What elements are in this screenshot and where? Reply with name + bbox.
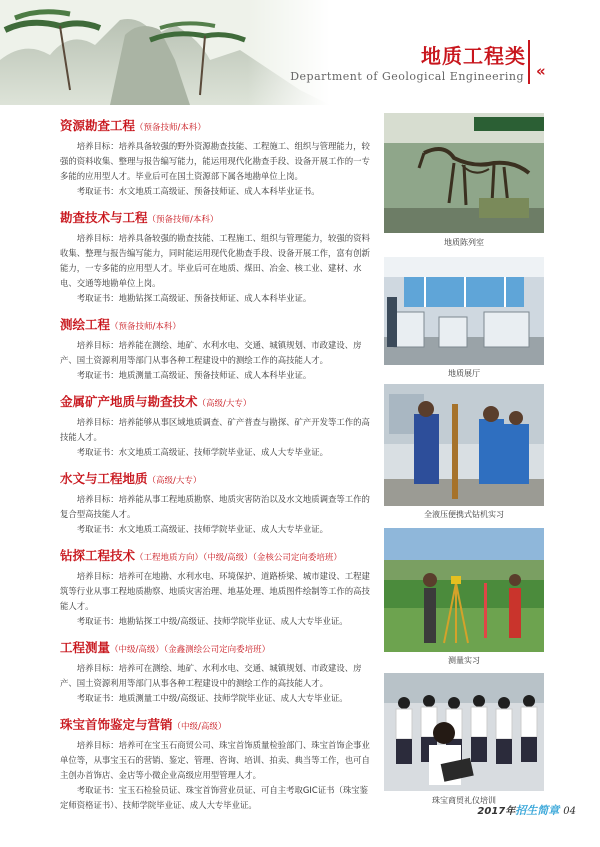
program-goal: 培养目标：培养可在地勘、水利水电、环境保护、道路桥梁、城市建设、工程建筑等行业从事工程地质勘察、地质灾害治理、地基处理、地质图件绘制等工作的高技能人才。 xyxy=(60,571,370,611)
program-title: 测绘工程（预备技师/本科） xyxy=(60,317,181,332)
program-title: 金属矿产地质与勘查技术（高级/大专） xyxy=(60,394,252,409)
photo-caption: 全液压便携式钻机实习 xyxy=(424,510,504,519)
program-goal: 培养目标：培养可在测绘、地矿、水利水电、交通、城镇规划、市政建设、房产、国土资源利用等部门从事各种工程建设中的测绘工作的高技能人才。 xyxy=(60,663,362,688)
program-section xyxy=(60,209,376,306)
program-section xyxy=(60,316,376,383)
photo-caption: 测量实习 xyxy=(448,656,480,665)
etiquette-training-photo xyxy=(384,673,544,791)
program-goal: 培养目标：培养具备较强的野外资源勘查技能、工程施工、组织与管理能力，较强的资料收集、整理与报告编写能力，能运用现代化勘查手段、设备开展工作的一专多能的应用型人才。毕业后可在国土资源部下属各地勘单位上岗。 xyxy=(60,141,370,181)
program-cert: 考取证书：地质测量工高级证、预备技师证、成人本科毕业证。 xyxy=(76,370,312,380)
program-goal: 培养目标：培养能够从事区域地质调查、矿产普查与勘探、矿产开发等工作的高技能人才。 xyxy=(60,417,370,442)
surveying-practice-photo xyxy=(384,528,544,652)
drilling-practice-photo xyxy=(384,384,544,506)
program-title: 资源勘查工程（预备技师/本科） xyxy=(60,118,206,133)
program-goal: 培养目标：培养具备较强的勘查技能、工程施工、组织与管理能力，较强的资料收集、整理与报告编写能力，同时能运用现代化勘查手段、设备开展工作，富有创新能力，一专多能的应用型人才。毕业后可在地质、煤田、冶金、核工业、建材、水电、交通等地勘单位上岗。 xyxy=(60,233,370,288)
program-cert: 考取证书：地勘钻探工中级/高级证、技师学院毕业证、成人大专毕业证。 xyxy=(76,616,348,626)
program-cert: 考取证书：水文地质工高级证、预备技师证、成人本科毕业证书。 xyxy=(76,186,320,196)
department-title: 地质工程类 xyxy=(421,44,526,68)
program-title: 工程测量（中级/高级）（金鑫测绘公司定向委培班） xyxy=(60,640,271,655)
program-section xyxy=(60,470,376,537)
program-section xyxy=(60,117,376,199)
program-goal: 培养目标：培养能从事工程地质勘察、地质灾害防治以及水文地质调查等工作的复合型高技能人才。 xyxy=(60,494,370,519)
program-cert: 考取证书：水文地质工高级证、技师学院毕业证、成人大专毕业证。 xyxy=(76,524,329,534)
program-section xyxy=(60,547,376,629)
page-footer xyxy=(477,802,576,818)
dinosaur-skeleton-photo xyxy=(384,113,544,233)
page-header xyxy=(0,0,600,105)
double-chevron-left-icon: « xyxy=(536,62,546,80)
program-cert: 考取证书：宝玉石检验员证、珠宝首饰营业员证、可自主考取GIC证书（珠宝鉴定师资格证书）、技师学院毕业证、成人大专毕业证。 xyxy=(60,785,368,810)
mountain-pine-art xyxy=(0,0,330,105)
program-cert: 考取证书：水文地质工高级证、技师学院毕业证、成人大专毕业证。 xyxy=(76,447,329,457)
program-goal: 培养目标：培养可在宝玉石商贸公司、珠宝首饰质量检验部门、珠宝首饰企事业单位等，从事宝玉石的营销、鉴定、管理、咨询、培训、拍卖、典当等工作，也可自主创办首饰店、金店等小微企业高级应用型管理人才。 xyxy=(60,740,370,780)
page-number: 04 xyxy=(563,806,576,817)
footer-brand: 招生简章 xyxy=(515,804,560,817)
program-title: 珠宝首饰鉴定与营销（中级/高级） xyxy=(60,717,227,732)
exhibition-hall-photo xyxy=(384,257,544,365)
program-list xyxy=(60,117,376,823)
program-section xyxy=(60,716,376,813)
program-section xyxy=(60,393,376,460)
program-title: 勘查技术与工程（预备技师/本科） xyxy=(60,210,219,225)
program-title: 水文与工程地质（高级/大专） xyxy=(60,471,202,486)
program-cert: 考取证书：地质测量工中级/高级证、技师学院毕业证、成人大专毕业证。 xyxy=(76,693,348,703)
photo-caption: 珠宝商贸礼仪培训 xyxy=(432,796,496,805)
department-subtitle-en: Department of Geological Engineering xyxy=(290,70,524,83)
program-goal: 培养目标：培养能在测绘、地矿、水利水电、交通、城镇规划、市政建设、房产、国土资源利用等部门从事各种工程建设中的测绘工作的高技能人才。 xyxy=(60,340,362,365)
program-title: 钻探工程技术（工程地质方向）（中级/高级）（金核公司定向委培班） xyxy=(60,548,342,563)
footer-year: 2017年 xyxy=(477,806,516,817)
program-cert: 考取证书：地勘钻探工高级证、预备技师证、成人本科毕业证。 xyxy=(76,293,312,303)
header-divider xyxy=(528,40,530,84)
photo-caption: 地质陈列室 xyxy=(444,238,484,247)
program-section xyxy=(60,639,376,706)
photo-caption: 地质展厅 xyxy=(448,369,480,378)
